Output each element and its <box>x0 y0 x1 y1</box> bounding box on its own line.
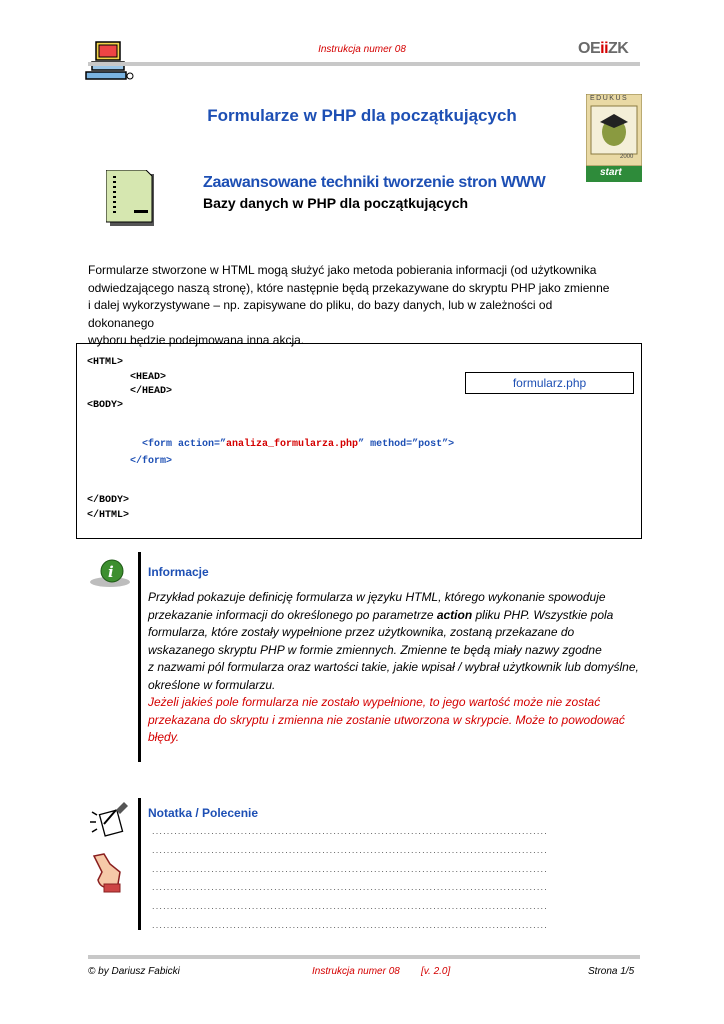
header-doc-label: Instrukcja numer 08 <box>318 44 406 55</box>
info-icon <box>88 558 132 588</box>
info-title: Informacje <box>148 565 209 579</box>
intro-line: odwiedzającego naszą stronę), które następnie będą przekazywane do skryptu PHP jako zmienne <box>88 280 610 295</box>
code-form-close: </form> <box>130 456 173 467</box>
edukus-label: EDUKUS <box>590 95 629 102</box>
svg-text:i: i <box>108 563 114 581</box>
subtitle-module: Bazy danych w PHP dla początkujących <box>203 195 469 211</box>
note-line-1[interactable]: ........................................................................................................... <box>152 826 548 836</box>
info-line: wskazanego skryptu PHP w formie zmiennych. Zmienne te będą miały nazwy zgodne <box>148 642 602 657</box>
edukus-year: 2000 <box>620 154 634 160</box>
document-icon <box>106 170 156 228</box>
code-html-close: </HTML> <box>87 510 130 521</box>
warning-line: błędy. <box>148 730 180 744</box>
code-head-open: <HEAD> <box>130 372 167 383</box>
warning-line: Jeżeli jakieś pole formularza nie zostało wypełnione, to jego wartość może nie zostać <box>148 695 601 709</box>
note-divider <box>138 798 141 930</box>
info-line: Przykład pokazuje definicję formularza w języku HTML, którego wykonanie spowoduje <box>148 590 606 604</box>
edukus-start: start <box>600 167 622 178</box>
page-title: Formularze w PHP dla początkujących <box>207 106 517 125</box>
info-body <box>148 589 648 694</box>
code-body-close: </BODY> <box>87 495 130 506</box>
note-line-3[interactable]: ........................................................................................................... <box>152 864 548 874</box>
intro-line: wyboru będzie podejmowana inna akcja. <box>88 333 305 347</box>
info-line: przekazanie informacji do określonego po parametrze action pliku PHP. Wszystkie pola <box>148 607 614 622</box>
info-divider <box>138 552 141 762</box>
oeiizk-logo: OEiiZK <box>578 40 629 57</box>
warning-line: przekazana do skryptu i zmienna nie zostanie utworzona w skrypcie. Może to powodować <box>148 712 625 727</box>
footer-rule <box>88 955 640 959</box>
footer-version: [v. 2.0] <box>421 966 451 977</box>
subtitle-course: Zaawansowane techniki tworzenie stron WWW <box>203 174 546 191</box>
note-line-2[interactable]: ........................................................................................................... <box>152 845 548 855</box>
info-line: formularza, które zostały wypełnione przez użytkownika, zostaną przekazane do <box>148 625 575 639</box>
code-html-open: <HTML> <box>87 357 124 368</box>
header-rule <box>88 62 640 66</box>
footer-page: Strona 1/5 <box>588 966 635 977</box>
code-form-open: <form action=”analiza_formularza.php” method=”post”> <box>142 439 455 450</box>
note-pencil-icon <box>88 802 130 840</box>
note-title: Notatka / Polecenie <box>148 806 259 820</box>
info-line: z nazwami pól formularza oraz wartości takie, jakie wpisał / wybrał użytkownik lub domyślne, <box>148 660 639 674</box>
footer-doc-label: Instrukcja numer 08 <box>312 966 400 977</box>
intro-line: i dalej wykorzystywane – np. zapisywane do pliku, do bazy danych, lub w zależności od dokonanego <box>88 298 553 330</box>
note-hand-icon <box>88 850 130 894</box>
intro-line: Formularze stworzone w HTML mogą służyć jako metoda pobierania informacji (od użytkownika <box>88 263 597 277</box>
info-line: określone w formularzu. <box>148 677 276 692</box>
note-line-6[interactable]: ........................................................................................................... <box>152 920 548 930</box>
intro-paragraph <box>88 262 618 350</box>
info-warning <box>148 694 648 747</box>
footer-author: © by Dariusz Fabicki <box>88 966 180 977</box>
code-filename-label: formularz.php <box>465 372 634 394</box>
note-line-4[interactable]: ........................................................................................................... <box>152 882 548 892</box>
note-line-5[interactable]: ........................................................................................................... <box>152 901 548 911</box>
code-body-open: <BODY> <box>87 400 124 411</box>
code-head-close: </HEAD> <box>130 386 173 397</box>
